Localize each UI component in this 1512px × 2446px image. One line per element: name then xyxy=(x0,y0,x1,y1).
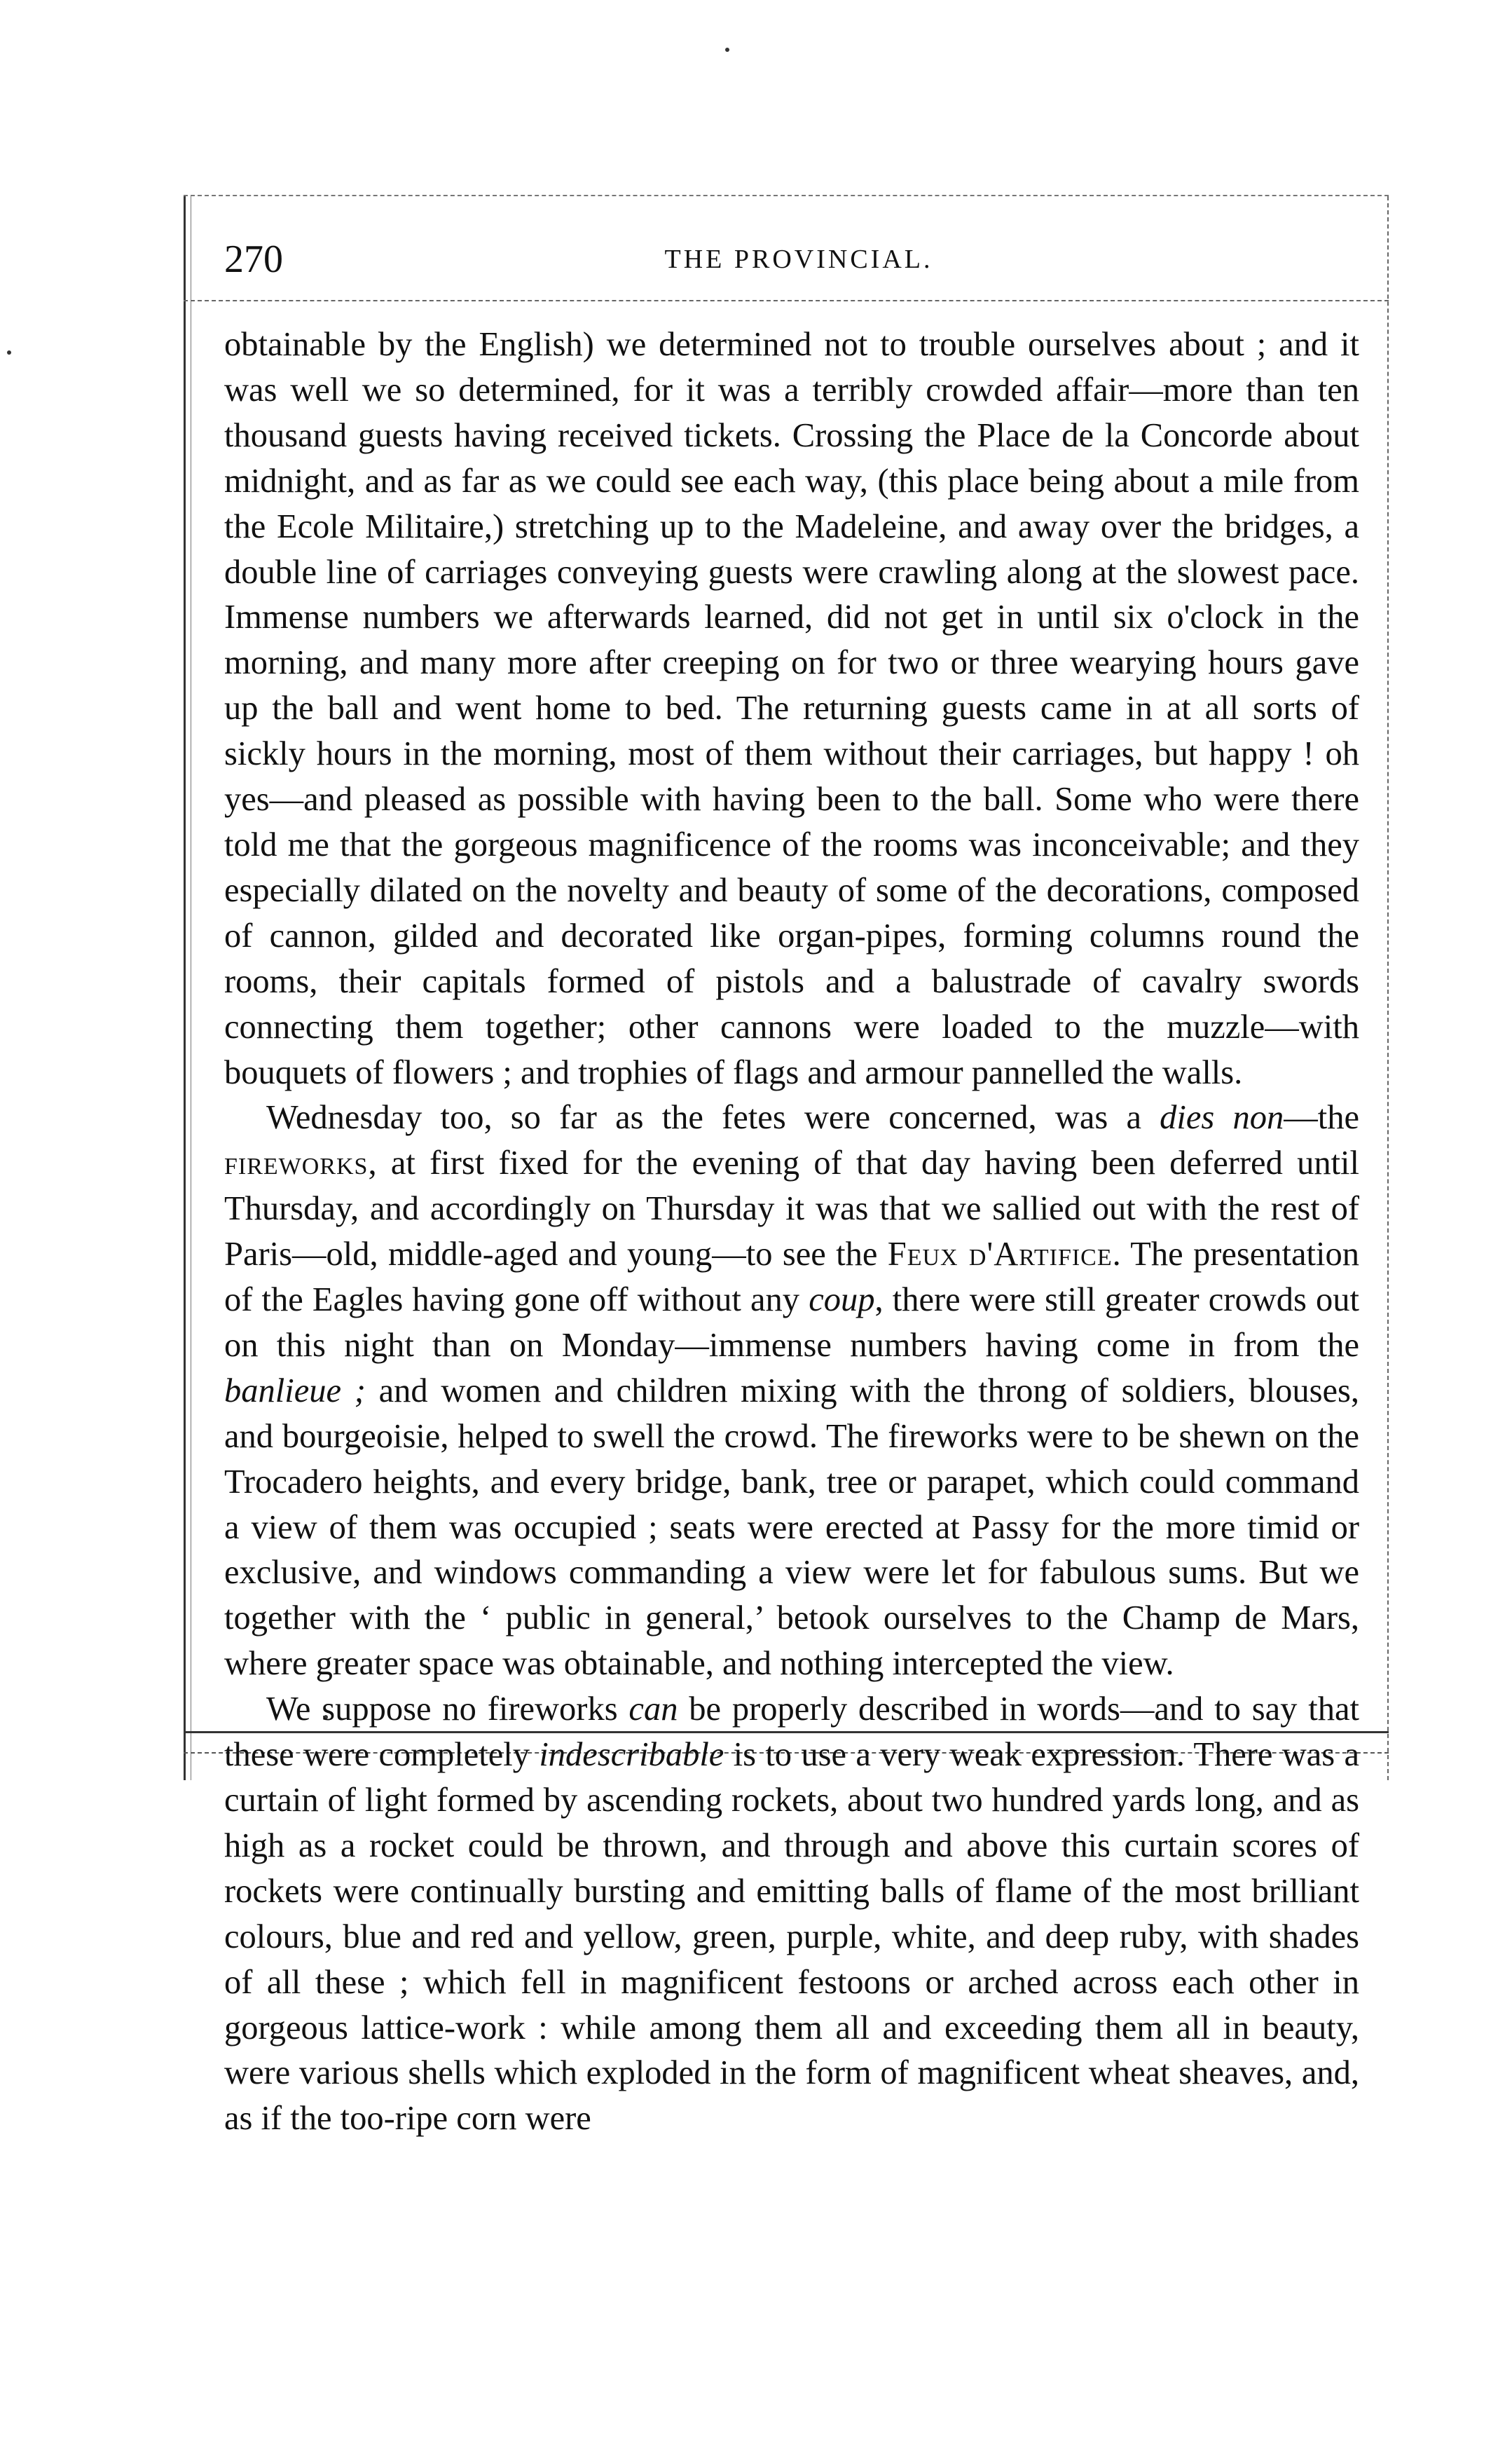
italic-text: indescribable xyxy=(539,1736,724,1774)
italic-text: dies non xyxy=(1160,1099,1284,1137)
text-run: be properly described in words—and to say that these were completely xyxy=(224,1690,1359,1774)
page-border-right xyxy=(1387,196,1389,1780)
italic-text: coup xyxy=(809,1281,875,1319)
text-run: We suppose no fireworks xyxy=(266,1690,629,1728)
running-title: THE PROVINCIAL. xyxy=(664,245,933,274)
speck-mark xyxy=(7,350,11,355)
page-number: 270 xyxy=(224,238,283,281)
paragraph xyxy=(224,322,1359,1095)
text-run: is to use a very weak expression. There was a curtain of light formed by ascending rockets, about two hundred yards long, and as high as a rocket could be thrown, and through and above this curtain scores of rockets were continually bursting and emitting balls of flame of the most brilliant colours, blue and red and yellow, green, purple, white, and deep ruby, with shades of all these ; which fell in magnificent festoons or arched across each other in gorgeous lattice-work : while among them all and exceeding them all in beauty, were various shells which exploded in the form of magnificent wheat sheaves, and, as if the too-ripe corn were xyxy=(224,1736,1359,2138)
page-border-left xyxy=(184,196,186,1780)
paragraph xyxy=(224,1095,1359,1687)
italic-text: banlieue ; xyxy=(224,1372,366,1409)
text-run: , there were still greater crowds out on this night than on Monday—immense numbers having come in from the xyxy=(224,1281,1359,1364)
page-border-top xyxy=(184,195,1389,196)
header-rule xyxy=(184,300,1389,301)
text-run: and women and children mixing with the throng of soldiers, blouses, and bourgeoisie, helped to swell the crowd. The fireworks were to be shewn on the Trocadero heights, and every bridge, bank, tree or parapet, which could command a view of them was occupied ; seats were erected at Passy for the more timid or exclusive, and windows commanding a view were let for fabulous sums. But we together with the ‘ public in general,’ betook ourselves to the Champ de Mars, where greater space was obtainable, and nothing intercepted the view. xyxy=(224,1372,1359,1683)
paragraph xyxy=(224,1687,1359,2142)
text-run: —the xyxy=(1284,1099,1359,1137)
text-run: , at first fixed for the evening of that day having been deferred until Thursday, and accordingly on Thursday it was that we sallied out with the rest of Paris—old, middle-aged and young—to see the xyxy=(224,1145,1359,1273)
text-run: . The presentation of the Eagles having gone off without any xyxy=(224,1236,1359,1319)
text-run: obtainable by the English) we determined not to trouble ourselves about ; and it was well we so determined, for it was a terribly crowded affair—more than ten thousand guests having received tickets. Crossing the Place de la Concorde about midnight, and as far as we could see each way, (this place being about a mile from the Ecole Militaire,) stretching up to the Madeleine, and away over the bridges, a double line of carriages conveying guests were crawling along at the slowest pace. Immense numbers we afterwards learned, did not get in until six o'clock in the morning, and many more after creeping on for two or three wearying hours gave up the ball and went home to bed. The returning guests came in at all sorts of sickly hours in the morning, most of them without their carriages, but happy ! oh yes—and pleased as possible with having been to the ball. Some who were there told me that the gorgeous magnificence of the rooms was inconceivable; and they especially dilated on the novelty and beauty of some of the decorations, composed of cannon, gilded and decorated like organ-pipes, forming columns round the rooms, their capitals formed of pistols and a balustrade of cavalry swords connecting them together; other cannons were loaded to the muzzle—with bouquets of flowers ; and trophies of flags and armour pannelled the walls. xyxy=(224,326,1359,1091)
body-text xyxy=(224,322,1359,2142)
smallcaps-text: Feux d'Artifice xyxy=(887,1236,1113,1273)
text-run: Wednesday too, so far as the fetes were concerned, was a xyxy=(266,1099,1160,1137)
speck-mark xyxy=(725,48,729,52)
running-head xyxy=(224,231,1373,287)
smallcaps-text: fireworks xyxy=(224,1145,369,1182)
italic-text: can xyxy=(628,1690,678,1728)
